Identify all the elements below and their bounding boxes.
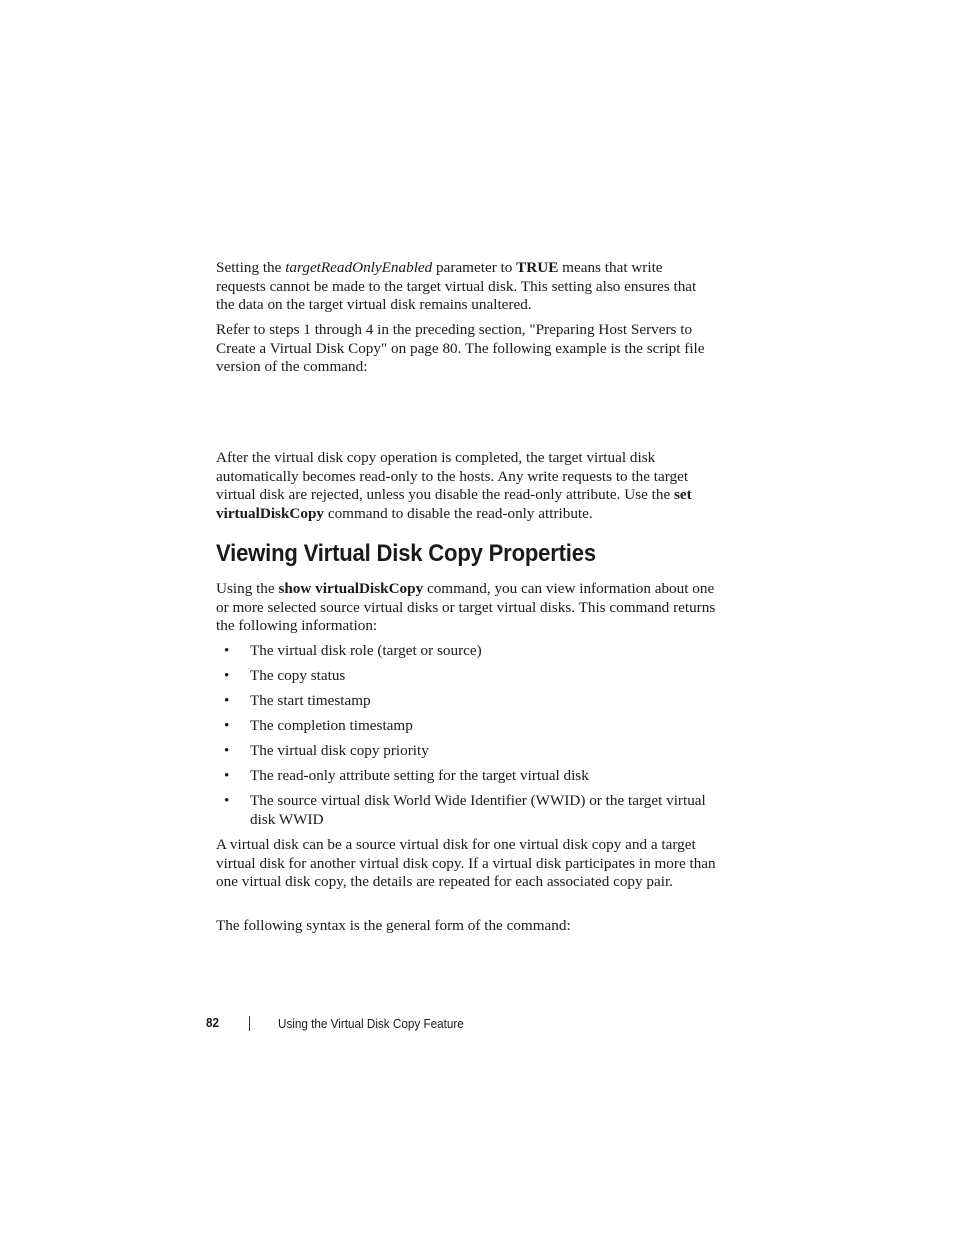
bullet-icon: • (224, 792, 230, 809)
bullet-icon: • (224, 667, 230, 684)
list-item-text: The virtual disk role (target or source) (250, 642, 482, 659)
text: Using the (216, 580, 279, 597)
paragraph-target-readonly (216, 259, 716, 315)
command-name: set virtualDiskCopy (216, 486, 692, 523)
command-name: show virtualDiskCopy (278, 580, 424, 597)
list-item-text: The read-only attribute setting for the target virtual disk (250, 767, 589, 784)
text: means that write requests cannot be made to the target virtual disk. This setting also ensures that the data on the target virtual disk remains unaltered. (216, 259, 697, 314)
text: command to disable the read-only attribute. (324, 505, 593, 523)
list-item (216, 742, 716, 761)
list-item (216, 767, 716, 786)
list-item (216, 642, 716, 661)
page-number: 82 (206, 1015, 220, 1030)
paragraph-syntax-intro: The following syntax is the general form of the command: (216, 917, 571, 934)
bullet-icon: • (224, 642, 230, 659)
list-item (216, 717, 716, 736)
list-item-text: The copy status (250, 667, 346, 684)
information-list (216, 642, 716, 836)
footer-divider (249, 1016, 250, 1031)
bullet-icon: • (224, 742, 230, 759)
list-item-text: The start timestamp (250, 692, 371, 709)
paragraph-source-target: A virtual disk can be a source virtual disk for one virtual disk copy and a target virtual disk for another virtual disk copy. If a virtual disk participates in more than one virtual disk copy, the details are repeated for each associated copy pair. (216, 836, 716, 891)
text: command, you can view information about one or more selected source virtual disks or target virtual disks. This command returns the following information: (216, 580, 716, 635)
text: After the virtual disk copy operation is completed, the target virtual disk automatically becomes read-only to the hosts. Any write requests to the target virtual disk are rejected, unless you disable the read-only attribute. Use the (216, 449, 689, 504)
list-item-text: The completion timestamp (250, 717, 413, 734)
paragraph-after-copy (216, 449, 716, 524)
value-true: TRUE (516, 259, 559, 276)
bullet-icon: • (224, 692, 230, 709)
bullet-icon: • (224, 767, 230, 784)
bullet-icon: • (224, 717, 230, 734)
list-item (216, 667, 716, 686)
paragraph-show-command (216, 580, 716, 636)
list-item (216, 792, 716, 829)
parameter-name: targetReadOnlyEnabled (285, 259, 433, 276)
text: Setting the (216, 259, 286, 276)
list-item (216, 692, 716, 711)
list-item-text: The source virtual disk World Wide Identifier (WWID) or the target virtual disk WWID (250, 792, 706, 828)
section-heading: Viewing Virtual Disk Copy Properties (216, 540, 596, 567)
footer-section-title: Using the Virtual Disk Copy Feature (278, 1016, 464, 1031)
text: parameter to (432, 259, 517, 276)
paragraph-refer-steps: Refer to steps 1 through 4 in the preceding section, "Preparing Host Servers to Create a Virtual Disk Copy" on page 80. The following example is the script file version of the command: (216, 321, 705, 376)
list-item-text: The virtual disk copy priority (250, 742, 429, 759)
